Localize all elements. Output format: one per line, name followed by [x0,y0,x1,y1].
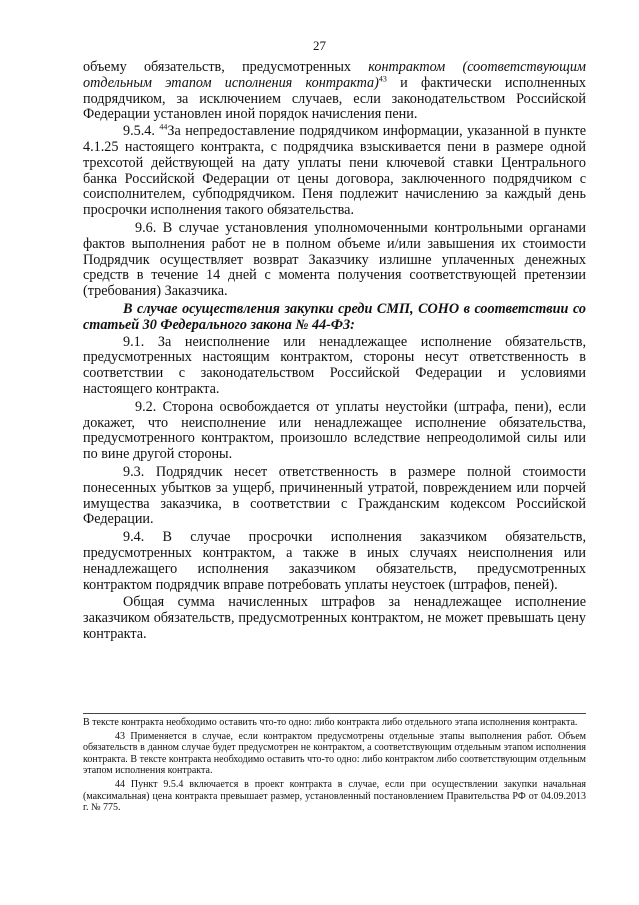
paragraph-total-penalties: Общая сумма начисленных штрафов за ненадлежащее исполнение заказчиком обязательств, предусмотренных контрактом, не может превышать цену контракта. [83,594,586,642]
footnotes [83,717,586,816]
footnote-divider [83,713,586,714]
document-body [83,60,586,644]
paragraph-9-5-4: 9.5.4. $^{44}$За непредоставление подрядчиком информации, указанной в пункте 4.1.25 настоящего контракта, с подрядчика взыскивается пени в размере одной трехсотой действующей на дату уплаты пени ключевой ставки Центрального банка Российской Федерации от цены договора, заключенного подрядчиком с соисполнителем, субподрядчиком. Пеня подлежит начислению за каждый день просрочки исполнения такого обязательства. [83,122,586,219]
paragraph-9-2: 9.2. Сторона освобождается от уплаты неустойки (штрафа, пени), если докажет, что неисполнение или ненадлежащее исполнение обязательства, предусмотренного контрактом, произошло вследствие непреодолимой силы или по вине другой стороны. [83,398,586,463]
footnote-ref-44: 44 [159,122,168,132]
page-number: 27 [313,38,326,53]
footnote-continuation: В тексте контракта необходимо оставить что-то одно: либо контракта либо отдельного этапа исполнения контракта. [83,717,578,728]
paragraph-9-6: 9.6. В случае установления уполномоченными контрольными органами фактов выполнения работ не в полном объеме и/или завышения их стоимости Подрядчик осуществляет возврат Заказчику излишне уплаченных денежных средств в течение 14 дней с момента получения соответствующей претензии (требования) Заказчика. [83,219,586,300]
footnote-43: 43 Применяется в случае, если контрактом предусмотрены отдельные этапы выполнения работ. Объем обязательств в данном случае будет предусмотрен не контрактом, а соответствующим отдельным этапом исполнения контракта. В тексте контракта необходимо оставить что-то одно: либо контрактом либо соответствующим отдельным этапом исполнения контракта. [83,730,586,777]
paragraph-9-1: 9.1. За неисполнение или ненадлежащее исполнение обязательств, предусмотренных настоящим контрактом, стороны несут ответственность в соответствии с законодательством Российской Федерации и условиями настоящего контракта. [83,333,586,397]
paragraph-9-3: 9.3. Подрядчик несет ответственность в размере полной стоимости понесенных убытков за ущерб, причиненный утратой, повреждением или порчей имущества заказчика, в соответствии с Гражданским кодексом Российской Федерации. [83,463,586,528]
italic-contract-stage: контрактом (соответствующим отдельным этапом исполнения контракта) [83,59,586,91]
footnote-44: 44 Пункт 9.5.4 включается в проект контракта в случае, если при осуществлении закупки начальная (максимальная) цена контракта превышает размер, установленный постановлением Правительства РФ от 04.09.2013 г. № 775. [83,778,586,814]
paragraph-9-4: 9.4. В случае просрочки исполнения заказчиком обязательств, предусмотренных контрактом, а также в иных случаях неисполнения или ненадлежащего исполнения заказчиком обязательств, предусмотренных контрактом подрядчик вправе потребовать уплаты неустоек (штрафов, пеней). [83,529,586,593]
paragraph-penalty-volume: объему обязательств, предусмотренных контрактом (соответствующим отдельным этапом исполнения контракта)$^{43}$ и фактически исполненных подрядчиком, за исключением случаев, если законодательством Российской Федерации установлен иной порядок начисления пени. [83,59,586,123]
footnote-ref-43: 43 [378,74,387,84]
section-heading-smp-sono: В случае осуществления закупки среди СМП, СОНО в соответствии со статьей 30 Федерального закона № 44-ФЗ: [83,300,586,333]
